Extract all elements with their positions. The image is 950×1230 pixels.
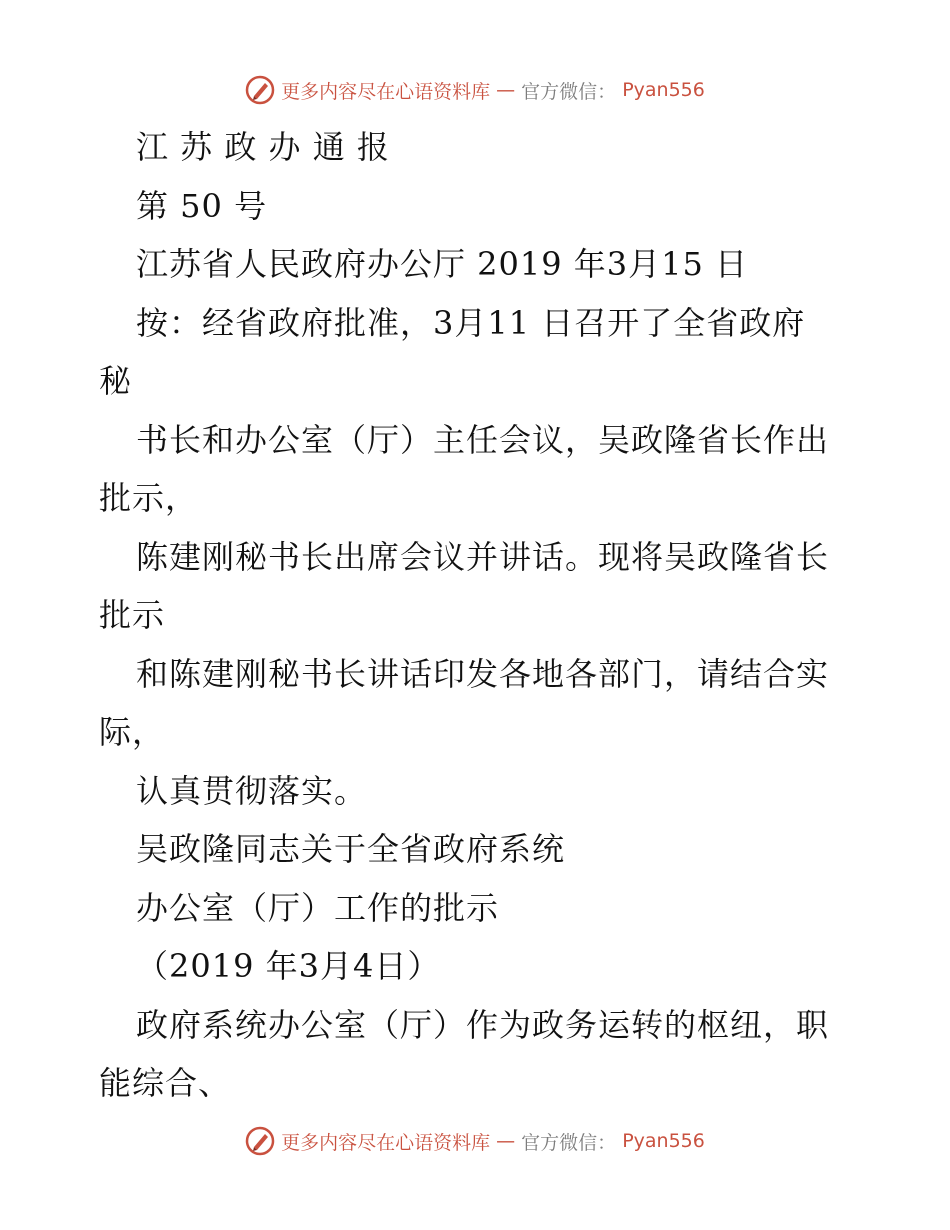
section-heading: 办公室（厅）工作的批示 [136,888,500,927]
text-line: 政府系统办公室（厅）作为政务运转的枢纽，职 [136,1005,830,1044]
text-line: 批示 [99,596,166,634]
section-date: （2019 年3月4日） [136,947,441,985]
footer-watermark [0,1121,950,1161]
watermark-text: 更多内容尽在心语资料库 [281,1131,491,1154]
text-line: 陈建刚秘书长出席会议并讲话。现将吴政隆省长 [136,537,830,576]
pen-logo-icon [245,1126,275,1156]
watermark-id: Pyan556 [622,79,705,101]
document-body [99,118,859,1113]
text-line: 书长和办公室（厅）主任会议，吴政隆省长作出 [136,420,830,459]
watermark-official-label: 官方微信： [521,80,617,103]
text-line: 批示， [99,479,199,517]
watermark-id: Pyan556 [622,1130,705,1152]
text-line: 和陈建刚秘书长讲话印发各地各部门，请结合实 [136,654,830,693]
watermark-separator: — [496,79,516,101]
text-line: 际， [99,713,166,751]
watermark-text: 更多内容尽在心语资料库 [281,80,491,103]
document-title: 江 苏 政 办 通 报 [136,128,390,166]
watermark-separator: — [496,1130,516,1152]
pen-logo-icon [245,75,275,105]
text-line: 认真贯彻落实。 [136,771,368,810]
issue-number: 第 50 号 [136,186,268,225]
watermark-official-label: 官方微信： [521,1131,617,1154]
section-heading: 吴政隆同志关于全省政府系统 [136,830,566,868]
issuer-date: 江苏省人民政府办公厅 2019 年3月15 日 [136,245,749,283]
header-watermark [0,70,950,110]
text-line: 能综合、 [99,1064,232,1102]
text-line: 按：经省政府批准，3月11 日召开了全省政府 [136,303,806,342]
text-line: 秘 [99,362,133,400]
